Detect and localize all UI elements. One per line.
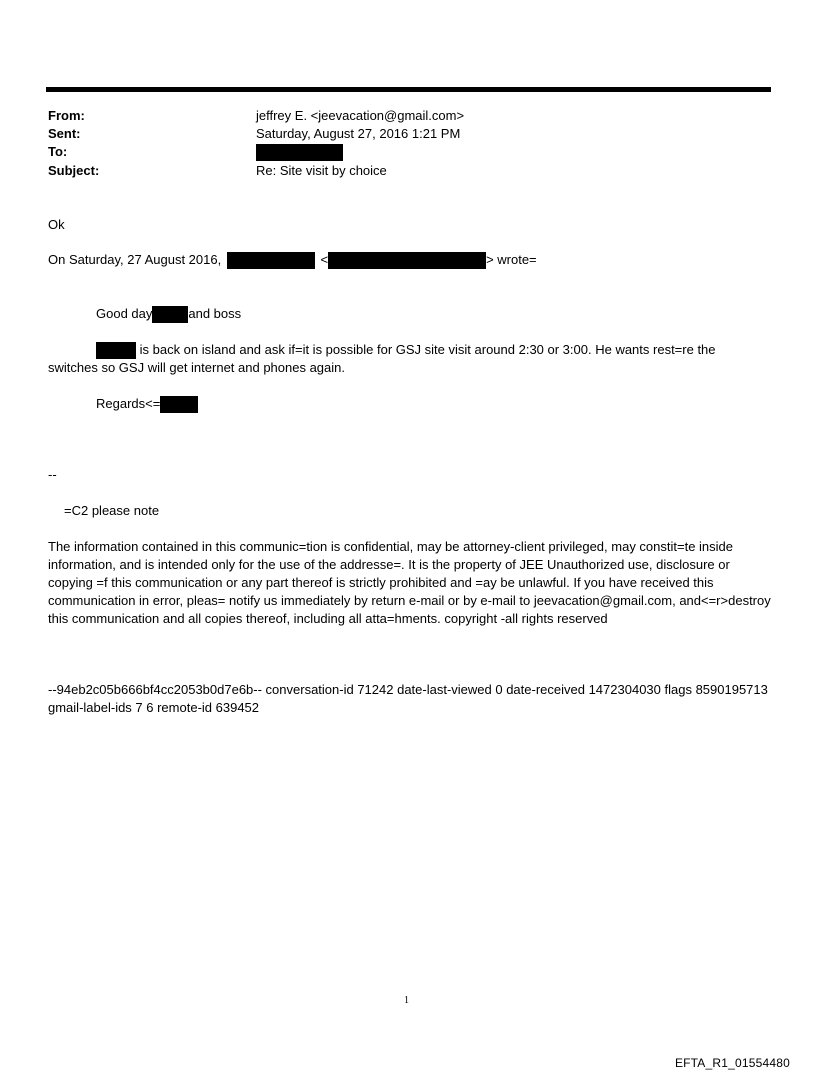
- subject-value: Re: Site visit by choice: [256, 163, 387, 178]
- redaction-box: [227, 252, 315, 269]
- to-label: To:: [48, 144, 68, 159]
- regards-line: [96, 395, 198, 413]
- subject-label: Subject:: [48, 163, 100, 178]
- from-label: From:: [48, 108, 85, 123]
- greeting-prefix: Good day: [96, 306, 153, 321]
- regards-text: Regards<=: [96, 396, 161, 411]
- redaction-box: [152, 306, 188, 323]
- to-value: [256, 143, 343, 161]
- message-line-2: switches so GSJ will get internet and phones again.: [48, 360, 346, 375]
- from-value: jeffrey E. <jeevacation@gmail.com>: [256, 108, 465, 123]
- redaction-box: [256, 144, 343, 161]
- quote-intro-suffix: > wrote=: [486, 252, 537, 267]
- header-rule: [46, 87, 771, 92]
- redaction-box: [328, 252, 486, 269]
- message-first: is back on island and ask if=it is possible for GSJ site visit around 2:30 or 3:00. He wants rest=re the: [136, 342, 716, 357]
- quote-intro-lt: <: [320, 252, 329, 267]
- reply-text: Ok: [48, 217, 65, 232]
- redaction-box: [160, 396, 198, 413]
- redaction-box: [96, 342, 136, 359]
- confidentiality-disclaimer: The information contained in this communic=tion is confidential, may be attorney-client privileged, may constit=te inside information, and is intended only for the use of the addresse=. It is the property of JEE Unauthorized use, disclosure or copying =f this communication or any part thereof is strictly prohibited and =ay be unlawful. If you have received this communication in error, pleas= notify us immediately by return e-mail or by e-mail to jeevacation@gmail.com, and<=r>destroy this communication and all copies thereof, including all atta=hments. copyright -all rights reserved: [48, 539, 771, 626]
- page-number: 1: [404, 995, 409, 1006]
- note-line: =C2 please note: [64, 503, 160, 518]
- sent-value: Saturday, August 27, 2016 1:21 PM: [256, 126, 461, 141]
- quote-intro: [48, 251, 537, 269]
- message-line-1: [96, 341, 716, 359]
- document-id: EFTA_R1_01554480: [674, 1056, 790, 1070]
- message-metadata: --94eb2c05b666bf4cc2053b0d7e6b-- conversation-id 71242 date-last-viewed 0 date-received 1472304030 flags 8590195713 gmail-label-ids 7 6 remote-id 639452: [48, 682, 768, 715]
- greeting-suffix: and boss: [188, 306, 242, 321]
- sent-label: Sent:: [48, 126, 81, 141]
- quote-intro-prefix: On Saturday, 27 August 2016,: [48, 252, 222, 267]
- greeting-line: [96, 305, 241, 323]
- signature-separator: --: [48, 467, 57, 482]
